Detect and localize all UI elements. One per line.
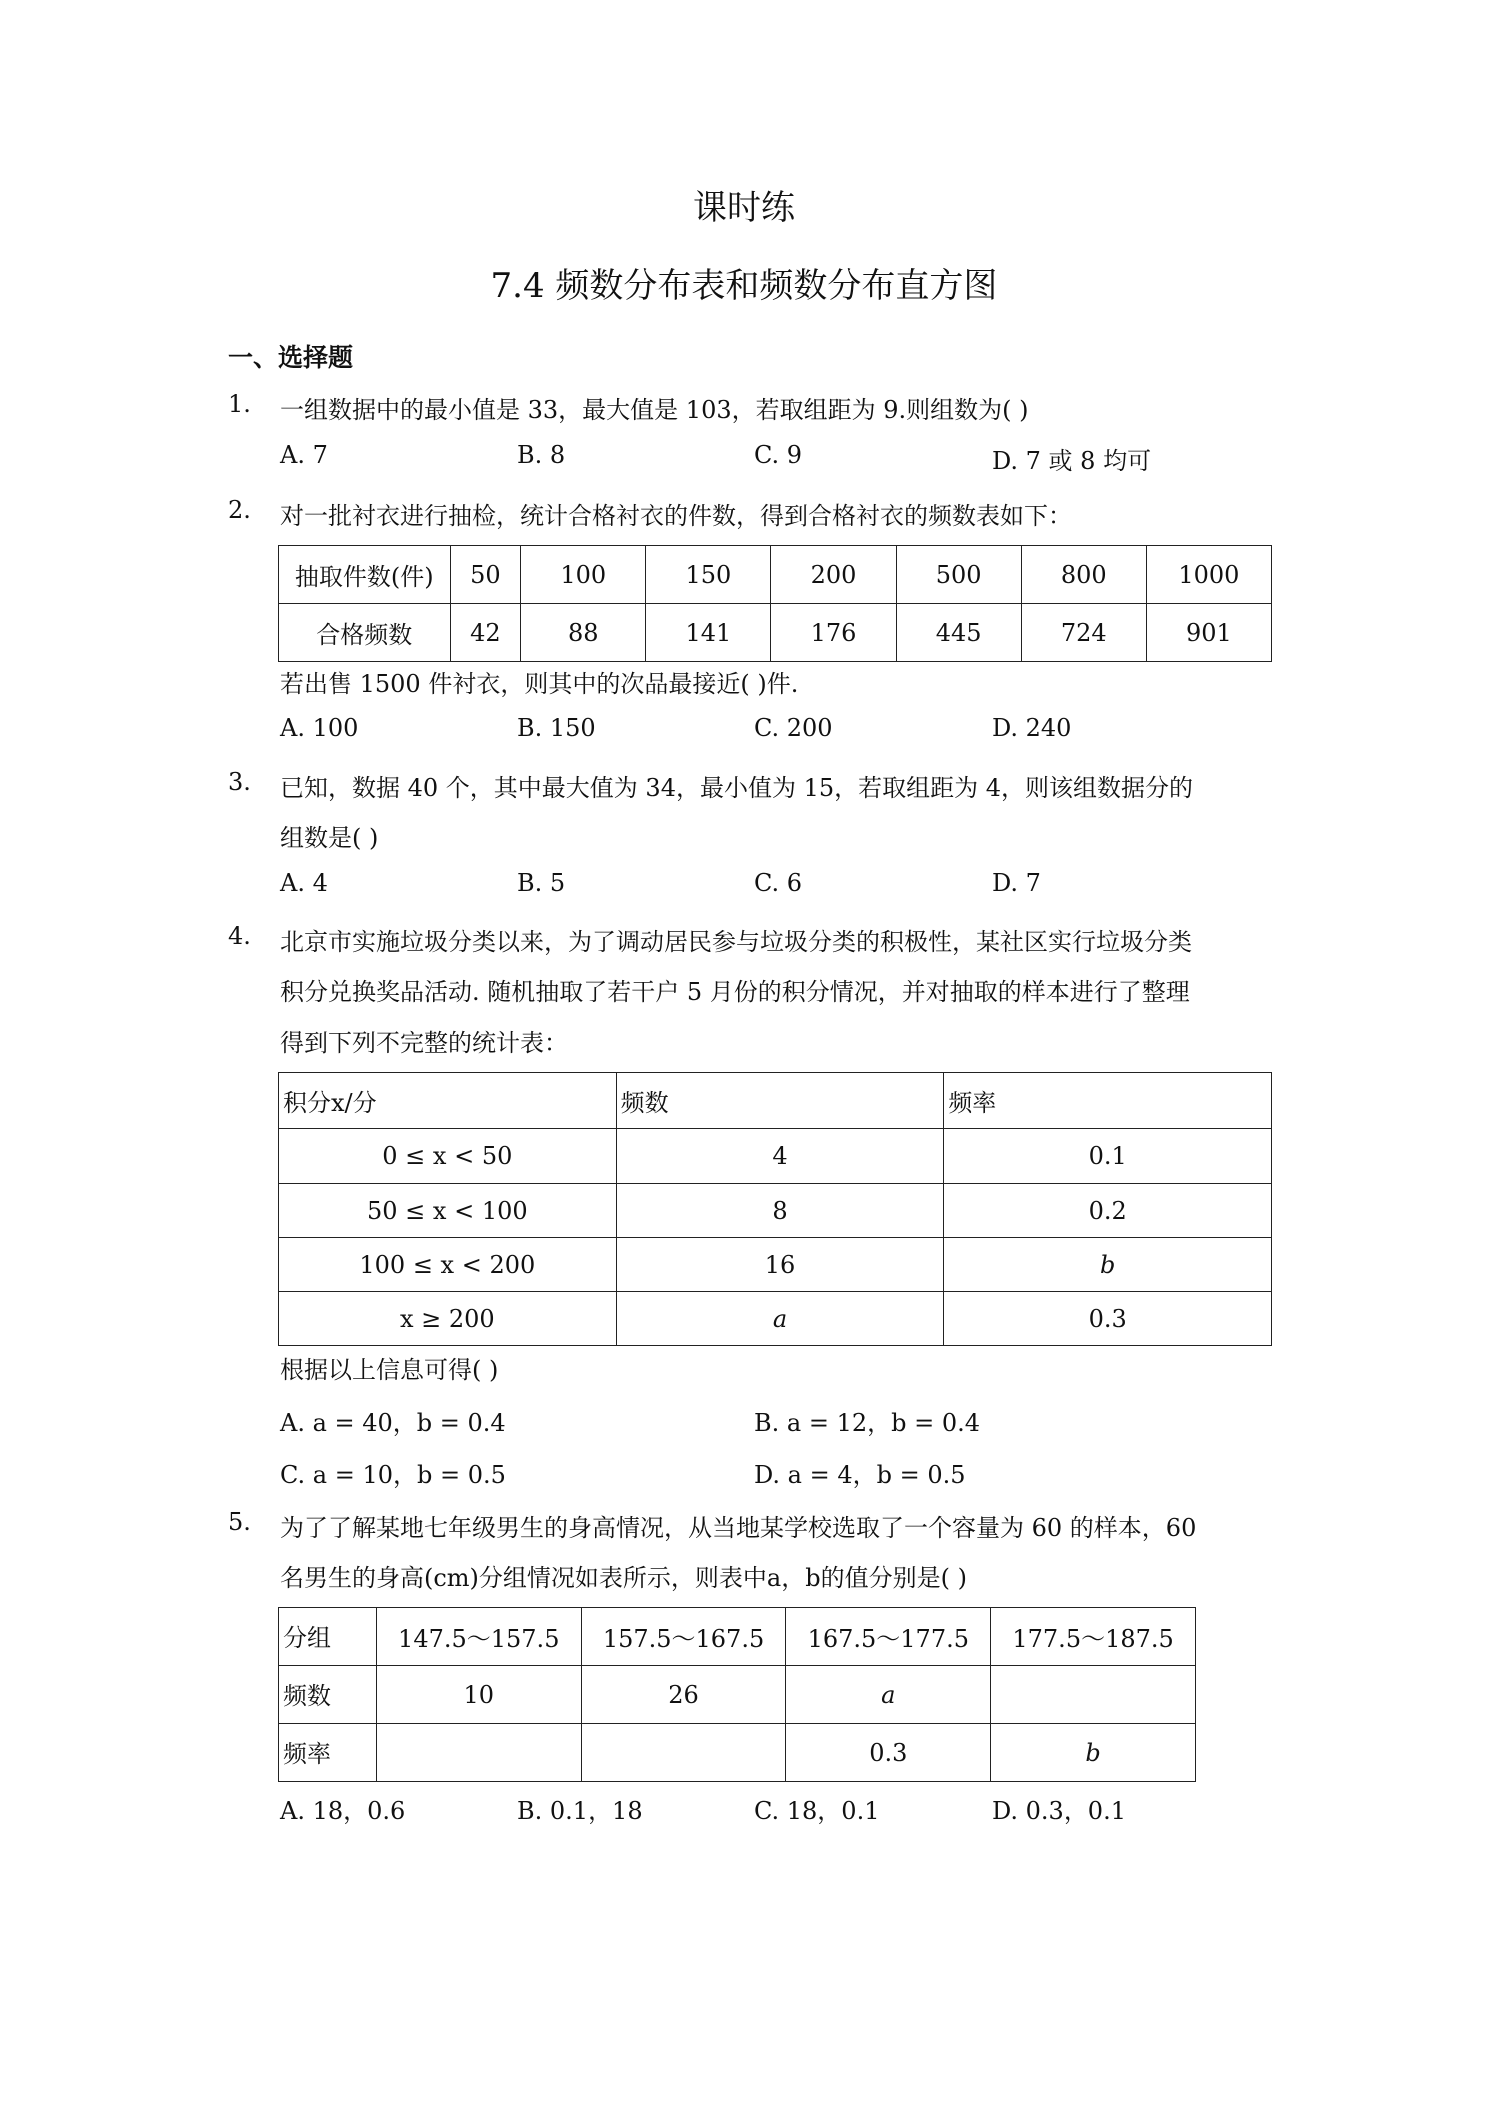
table-cell: 分组 bbox=[279, 1608, 377, 1666]
table-row bbox=[279, 1608, 1196, 1666]
q5-option-c: C. 18，0.1 bbox=[754, 1797, 880, 1825]
q4-table bbox=[278, 1072, 1272, 1346]
table-cell: 抽取件数(件) bbox=[279, 546, 451, 604]
table-cell: 200 bbox=[771, 546, 896, 604]
q1-option-b: B. 8 bbox=[517, 441, 566, 469]
table-cell: 141 bbox=[646, 604, 771, 662]
table-row bbox=[279, 1129, 1272, 1184]
q5-table bbox=[278, 1607, 1196, 1782]
table-cell: 88 bbox=[521, 604, 646, 662]
table-cell: 0.3 bbox=[944, 1292, 1272, 1346]
table-header-cell: 频率 bbox=[944, 1073, 1272, 1129]
table-cell: 4 bbox=[616, 1129, 944, 1184]
q3-line-1: 已知，数据 40 个，其中最大值为 34，最小值为 15，若取组距为 4，则该组数据分的 bbox=[280, 774, 1194, 802]
table-cell: 8 bbox=[616, 1184, 944, 1238]
q5-option-a: A. 18，0.6 bbox=[280, 1797, 406, 1825]
table-cell: 0.1 bbox=[944, 1129, 1272, 1184]
q2-table bbox=[278, 545, 1272, 662]
page-title: 课时练 bbox=[693, 188, 795, 228]
table-cell: 26 bbox=[581, 1666, 786, 1724]
q4-option-c: C. a = 10，b = 0.5 bbox=[280, 1461, 506, 1489]
table-row bbox=[279, 1724, 1196, 1782]
table-row bbox=[279, 546, 1272, 604]
q3-option-c: C. 6 bbox=[754, 869, 803, 897]
table-cell: x ≥ 200 bbox=[279, 1292, 617, 1346]
table-cell: 0 ≤ x < 50 bbox=[279, 1129, 617, 1184]
table-cell: 42 bbox=[450, 604, 521, 662]
q2-option-b: B. 150 bbox=[517, 714, 596, 742]
table-row bbox=[279, 604, 1272, 662]
table-cell: 167.5～177.5 bbox=[786, 1608, 991, 1666]
q5-line-2: 名男生的身高(cm)分组情况如表所示，则表中a，b的值分别是( ) bbox=[280, 1564, 967, 1592]
q3-option-a: A. 4 bbox=[280, 869, 328, 897]
table-cell: 0.3 bbox=[786, 1724, 991, 1782]
table-cell: 50 ≤ x < 100 bbox=[279, 1184, 617, 1238]
table-cell: 频数 bbox=[279, 1666, 377, 1724]
q2-option-c: C. 200 bbox=[754, 714, 833, 742]
q4-option-a: A. a = 40，b = 0.4 bbox=[280, 1409, 506, 1437]
q3-number: 3. bbox=[228, 768, 251, 796]
table-cell: 150 bbox=[646, 546, 771, 604]
table-cell: 500 bbox=[896, 546, 1021, 604]
table-cell: 901 bbox=[1146, 604, 1271, 662]
table-cell: 724 bbox=[1021, 604, 1146, 662]
table-cell: 1000 bbox=[1146, 546, 1271, 604]
q1-option-d: D. 7 或 8 均可 bbox=[992, 447, 1152, 475]
table-cell: 147.5～157.5 bbox=[376, 1608, 581, 1666]
table-cell: a bbox=[616, 1292, 944, 1346]
table-cell: 0.2 bbox=[944, 1184, 1272, 1238]
table-cell: b bbox=[991, 1724, 1196, 1782]
q4-line-2: 积分兑换奖品活动. 随机抽取了若干户 5 月份的积分情况，并对抽取的样本进行了整理 bbox=[280, 978, 1190, 1006]
q4-line-3: 得到下列不完整的统计表： bbox=[280, 1029, 568, 1057]
q4-after-text: 根据以上信息可得( ) bbox=[280, 1356, 499, 1384]
table-cell: 800 bbox=[1021, 546, 1146, 604]
table-cell bbox=[991, 1666, 1196, 1724]
q5-number: 5. bbox=[228, 1508, 251, 1536]
table-cell: 合格频数 bbox=[279, 604, 451, 662]
table-row bbox=[279, 1238, 1272, 1292]
q3-option-d: D. 7 bbox=[992, 869, 1041, 897]
q2-after-text: 若出售 1500 件衬衣，则其中的次品最接近( )件. bbox=[280, 670, 799, 698]
table-row bbox=[279, 1666, 1196, 1724]
q1-number: 1. bbox=[228, 390, 251, 418]
table-cell: 157.5～167.5 bbox=[581, 1608, 786, 1666]
table-cell: b bbox=[944, 1238, 1272, 1292]
section-heading: 一、选择题 bbox=[228, 343, 354, 372]
q4-option-d: D. a = 4，b = 0.5 bbox=[754, 1461, 966, 1489]
q2-option-d: D. 240 bbox=[992, 714, 1072, 742]
q1-option-a: A. 7 bbox=[280, 441, 328, 469]
q4-number: 4. bbox=[228, 922, 251, 950]
table-cell: a bbox=[786, 1666, 991, 1724]
table-cell: 50 bbox=[450, 546, 521, 604]
table-cell: 445 bbox=[896, 604, 1021, 662]
table-cell: 10 bbox=[376, 1666, 581, 1724]
table-row bbox=[279, 1184, 1272, 1238]
q2-number: 2. bbox=[228, 496, 251, 524]
table-cell: 176 bbox=[771, 604, 896, 662]
table-cell bbox=[376, 1724, 581, 1782]
q1-option-c: C. 9 bbox=[754, 441, 803, 469]
q4-line-1: 北京市实施垃圾分类以来，为了调动居民参与垃圾分类的积极性，某社区实行垃圾分类 bbox=[280, 928, 1192, 956]
table-cell: 177.5～187.5 bbox=[991, 1608, 1196, 1666]
q2-text: 对一批衬衣进行抽检，统计合格衬衣的件数，得到合格衬衣的频数表如下： bbox=[280, 502, 1072, 530]
table-cell: 100 ≤ x < 200 bbox=[279, 1238, 617, 1292]
q2-option-a: A. 100 bbox=[280, 714, 359, 742]
page-subtitle: 7.4 频数分布表和频数分布直方图 bbox=[490, 266, 998, 306]
q3-option-b: B. 5 bbox=[517, 869, 566, 897]
table-header-cell: 频数 bbox=[616, 1073, 944, 1129]
table-header-cell: 积分x/分 bbox=[279, 1073, 617, 1129]
q1-text: 一组数据中的最小值是 33，最大值是 103，若取组距为 9.则组数为( ) bbox=[280, 396, 1029, 424]
table-row bbox=[279, 1292, 1272, 1346]
table-header-row bbox=[279, 1073, 1272, 1129]
table-cell: 16 bbox=[616, 1238, 944, 1292]
table-cell: 频率 bbox=[279, 1724, 377, 1782]
q5-line-1: 为了了解某地七年级男生的身高情况，从当地某学校选取了一个容量为 60 的样本，60 bbox=[280, 1514, 1197, 1542]
table-cell: 100 bbox=[521, 546, 646, 604]
table-cell bbox=[581, 1724, 786, 1782]
q4-option-b: B. a = 12，b = 0.4 bbox=[754, 1409, 981, 1437]
q3-line-2: 组数是( ) bbox=[280, 824, 379, 852]
q5-option-b: B. 0.1，18 bbox=[517, 1797, 643, 1825]
q5-option-d: D. 0.3，0.1 bbox=[992, 1797, 1126, 1825]
